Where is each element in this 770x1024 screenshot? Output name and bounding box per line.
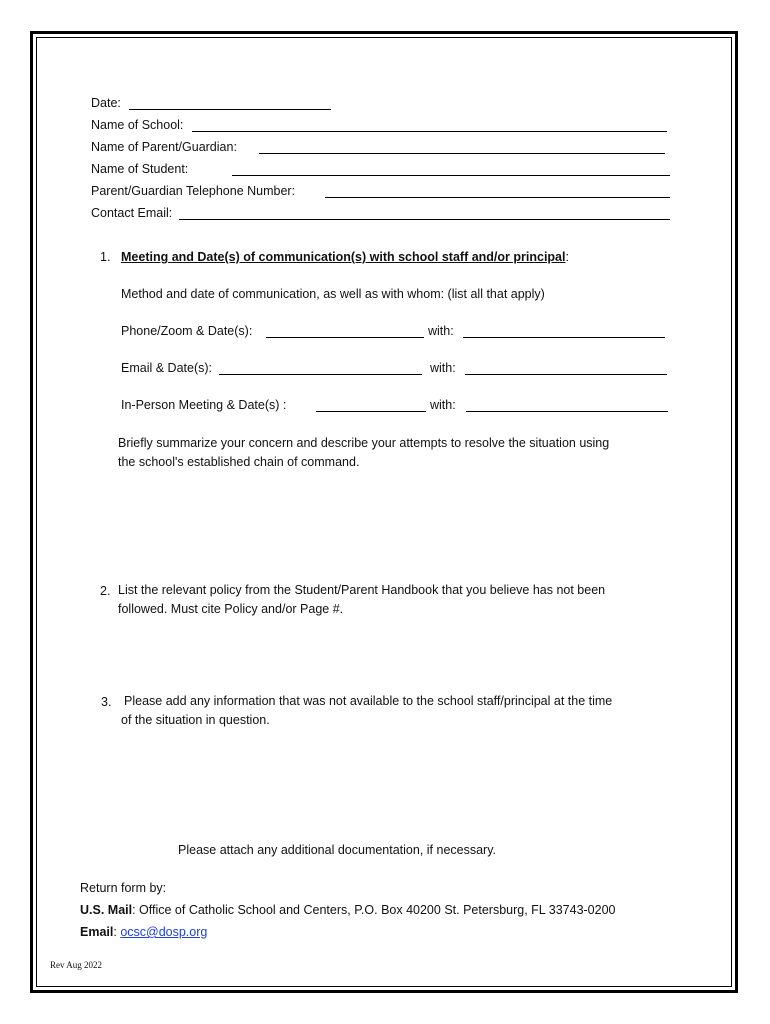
section3-line-1: Please add any information that was not available to the school staff/principal at the time: [124, 694, 613, 708]
school-name-label: Name of School:: [91, 118, 184, 132]
email-with-label: with:: [430, 361, 456, 375]
section1-heading-wrap: [121, 250, 569, 265]
section2-line-2: followed. Must cite Policy and/or Page #.: [118, 602, 344, 616]
contact-email-field[interactable]: [179, 219, 670, 220]
summary-line-2: the school's established chain of command.: [118, 455, 360, 469]
student-name-field[interactable]: [232, 175, 670, 176]
mail-address: : Office of Catholic School and Centers, P.O. Box 40200 St. Petersburg, FL 33743-0200: [132, 903, 616, 917]
telephone-label: Parent/Guardian Telephone Number:: [91, 184, 296, 198]
date-label: Date:: [91, 96, 121, 110]
email-link[interactable]: ocsc@dosp.org: [120, 925, 208, 939]
summary-line-1: Briefly summarize your concern and describe your attempts to resolve the situation using: [118, 436, 610, 450]
section2-number: 2.: [100, 584, 111, 598]
in-person-with-label: with:: [430, 398, 456, 412]
email-line: [80, 925, 207, 940]
in-person-with-field[interactable]: [466, 411, 668, 412]
section1-heading-colon: :: [565, 250, 569, 264]
phone-zoom-label: Phone/Zoom & Date(s):: [121, 324, 253, 338]
return-heading: Return form by:: [80, 881, 167, 895]
email-label: Email: [80, 925, 114, 939]
mail-line: [80, 903, 616, 918]
phone-zoom-with-field[interactable]: [463, 337, 665, 338]
student-name-label: Name of Student:: [91, 162, 189, 176]
telephone-field[interactable]: [325, 197, 670, 198]
in-person-label: In-Person Meeting & Date(s) :: [121, 398, 287, 412]
email-with-field[interactable]: [465, 374, 667, 375]
section2-line-1: List the relevant policy from the Student/Parent Handbook that you believe has not been: [118, 583, 606, 597]
revision-note: Rev Aug 2022: [50, 960, 103, 970]
mail-label: U.S. Mail: [80, 903, 133, 917]
contact-email-label: Contact Email:: [91, 206, 173, 220]
section3-line-2: of the situation in question.: [121, 713, 270, 727]
section1-heading: Meeting and Date(s) of communication(s) with school staff and/or principal: [121, 250, 566, 264]
date-field[interactable]: [129, 109, 331, 110]
attach-note: Please attach any additional documentation, if necessary.: [178, 843, 497, 857]
phone-zoom-dates-field[interactable]: [266, 337, 424, 338]
section1-instruction: Method and date of communication, as well as with whom: (list all that apply): [121, 287, 545, 301]
parent-name-label: Name of Parent/Guardian:: [91, 140, 237, 154]
parent-name-field[interactable]: [259, 153, 665, 154]
section3-number: 3.: [101, 695, 112, 709]
email-dates-field[interactable]: [219, 374, 422, 375]
phone-zoom-with-label: with:: [428, 324, 454, 338]
email-separator: :: [113, 925, 121, 939]
in-person-dates-field[interactable]: [316, 411, 426, 412]
section1-number: 1.: [100, 250, 111, 264]
email-dates-label: Email & Date(s):: [121, 361, 212, 375]
school-name-field[interactable]: [192, 131, 667, 132]
